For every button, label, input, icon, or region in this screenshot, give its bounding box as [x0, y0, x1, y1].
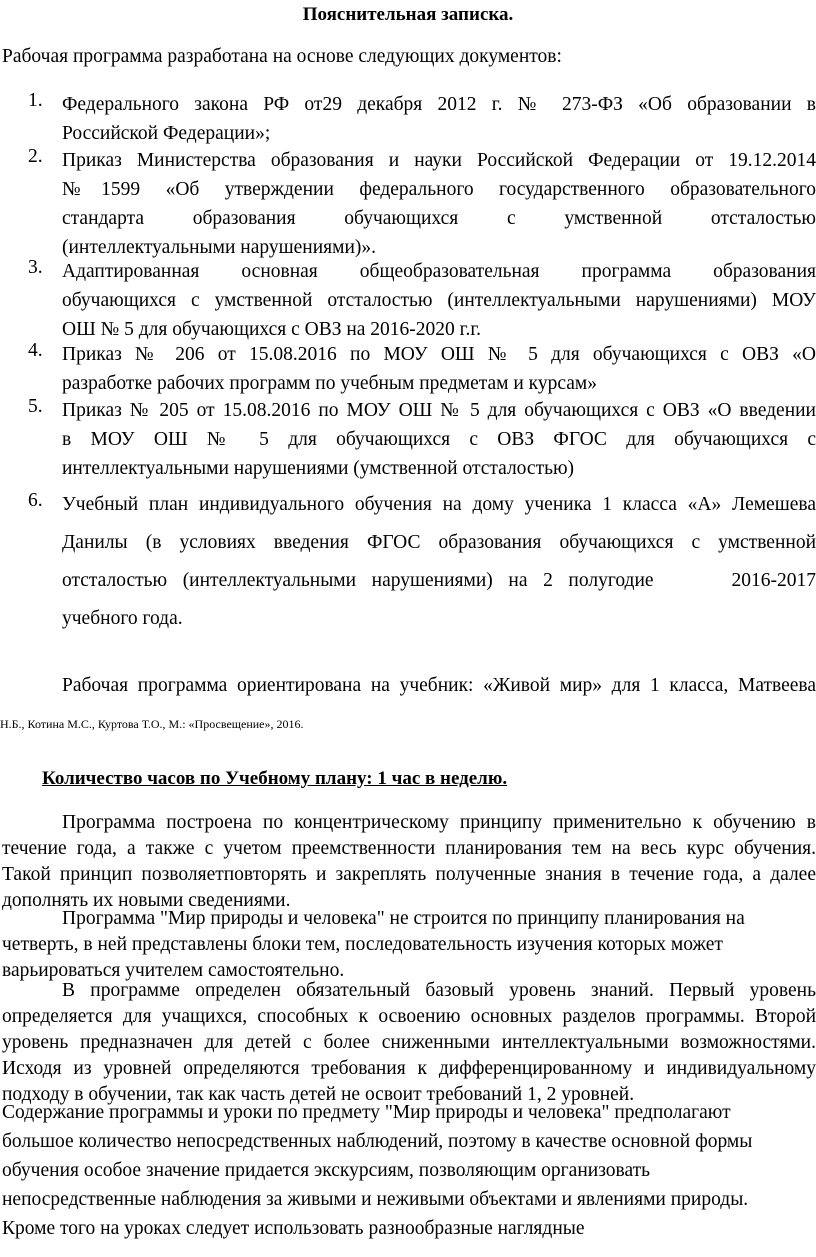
paragraph-line: Исходя из уровней определяются требования к дифференцированному и индивидуальному: [2, 1058, 816, 1079]
list-number: 1.: [28, 90, 43, 111]
paragraph-line: Такой принцип позволяетповторять и закреплять полученные знания в течение года, а далее: [2, 864, 816, 885]
list-item-2: [28, 146, 816, 262]
list-line: интеллектуальными нарушениями (умственной отсталостью): [62, 458, 575, 479]
list-line: в МОУ ОШ № 5 для обучающихся с ОВЗ ФГОС для обучающихся с: [62, 429, 816, 450]
list-line: Федерального закона РФ от29 декабря 2012 г. № 273-ФЗ «Об образовании в: [62, 94, 816, 115]
paragraph-line: определяется для учащихся, способных к освоению основных разделов программы. Второй: [2, 1006, 816, 1027]
paragraph-line: четверть, в ней представлены блоки тем, последовательность изучения которых может: [2, 934, 723, 955]
list-line: Приказ № 206 от 15.08.2016 по МОУ ОШ № 5 для обучающихся с ОВЗ «О: [62, 344, 816, 365]
list-number: 4.: [28, 340, 43, 361]
list-line: Приказ Министерства образования и науки Российской Федерации от 19.12.2014: [62, 150, 816, 171]
paragraph-line: В программе определен обязательный базовый уровень знаний. Первый уровень: [62, 980, 816, 1001]
list-number: 5.: [28, 396, 43, 417]
list-item-6: [28, 486, 816, 638]
list-line: Данилы (в условиях введения ФГОС образования обучающихся с умственной: [62, 532, 816, 553]
list-line: Приказ № 205 от 15.08.2016 по МОУ ОШ № 5 для обучающихся с ОВЗ «О введении: [62, 400, 816, 421]
paragraph-line: Программа "Мир природы и человека" не строится по принципу планирования на: [62, 908, 745, 929]
list-number: 6.: [28, 490, 43, 511]
paragraph-line: обучения особое значение придается экскурсиям, позволяющим организовать: [2, 1160, 651, 1181]
list-line: Российской Федерации»;: [62, 123, 271, 144]
paragraph-line: дополнять их новыми сведениями.: [2, 890, 291, 911]
paragraph-4: [2, 1098, 816, 1243]
list-item-5: [28, 396, 816, 483]
paragraph-line: Программа построена по концентрическому принципу применительно к обучению в: [62, 812, 816, 833]
list-item-1: [28, 90, 816, 148]
list-line: учебного года.: [62, 608, 183, 629]
list-line: разработке рабочих программ по учебным предметам и курсам»: [62, 373, 598, 394]
list-item-4: [28, 340, 816, 398]
list-line: ОШ № 5 для обучающихся с ОВЗ на 2016-2020 г.г.: [62, 319, 482, 340]
paragraph-line: Содержание программы и уроки по предмету "Мир природы и человека" предполагают: [2, 1102, 731, 1123]
paragraph-1: [2, 810, 816, 914]
list-line: обучающихся с умственной отсталостью (интеллектуальными нарушениями) МОУ: [62, 290, 816, 311]
list-number: 3.: [28, 257, 43, 278]
paragraph-line: большое количество непосредственных наблюдений, поэтому в качестве основной формы: [2, 1131, 753, 1152]
paragraph-line: непосредственные наблюдения за живыми и неживыми объектами и явлениями природы.: [2, 1189, 749, 1210]
list-item-3: [28, 257, 816, 344]
textbook-line: Рабочая программа ориентирована на учебник: «Живой мир» для 1 класса, Матвеева: [62, 675, 816, 696]
list-line: отсталостью (интеллектуальными нарушениями) на 2 полугодие 2016-2017: [62, 570, 816, 591]
intro-text: Рабочая программа разработана на основе следующих документов:: [2, 46, 562, 67]
textbook-line: Н.Б., Котина М.С., Куртова Т.О., М.: «Просвещение», 2016.: [0, 717, 304, 731]
paragraph-line: течение года, а также с учетом преемственности планирования тем на весь курс обучения.: [2, 838, 816, 859]
list-line: №1599 «Об утверждении федерального государственного образовательного: [62, 179, 816, 200]
list-line: Учебный план индивидуального обучения на дому ученика 1 класса «А» Лемешева: [62, 494, 816, 515]
list-number: 2.: [28, 146, 43, 167]
textbook-paragraph: [0, 666, 816, 744]
hours-heading: Количество часов по Учебному плану: 1 час в неделю.: [42, 768, 508, 789]
paragraph-3: [2, 978, 816, 1108]
list-line: Адаптированная основная общеобразовательная программа образования: [62, 261, 816, 282]
page-title: Пояснительная записка.: [302, 4, 514, 25]
paragraph-line: варьироваться учителем самостоятельно.: [2, 960, 345, 981]
paragraph-2: [2, 906, 816, 984]
paragraph-line: Кроме того на уроках следует использовать разнообразные наглядные: [2, 1218, 585, 1239]
paragraph-line: подходу в обучении, так как часть детей не освоит требований 1, 2 уровней.: [2, 1084, 635, 1105]
paragraph-line: уровень предназначен для детей с более сниженными интеллектуальными возможностями.: [2, 1032, 816, 1053]
list-line: стандарта образования обучающихся с умственной отсталостью: [62, 208, 816, 229]
list-line: (интеллектуальными нарушениями)».: [62, 237, 377, 258]
